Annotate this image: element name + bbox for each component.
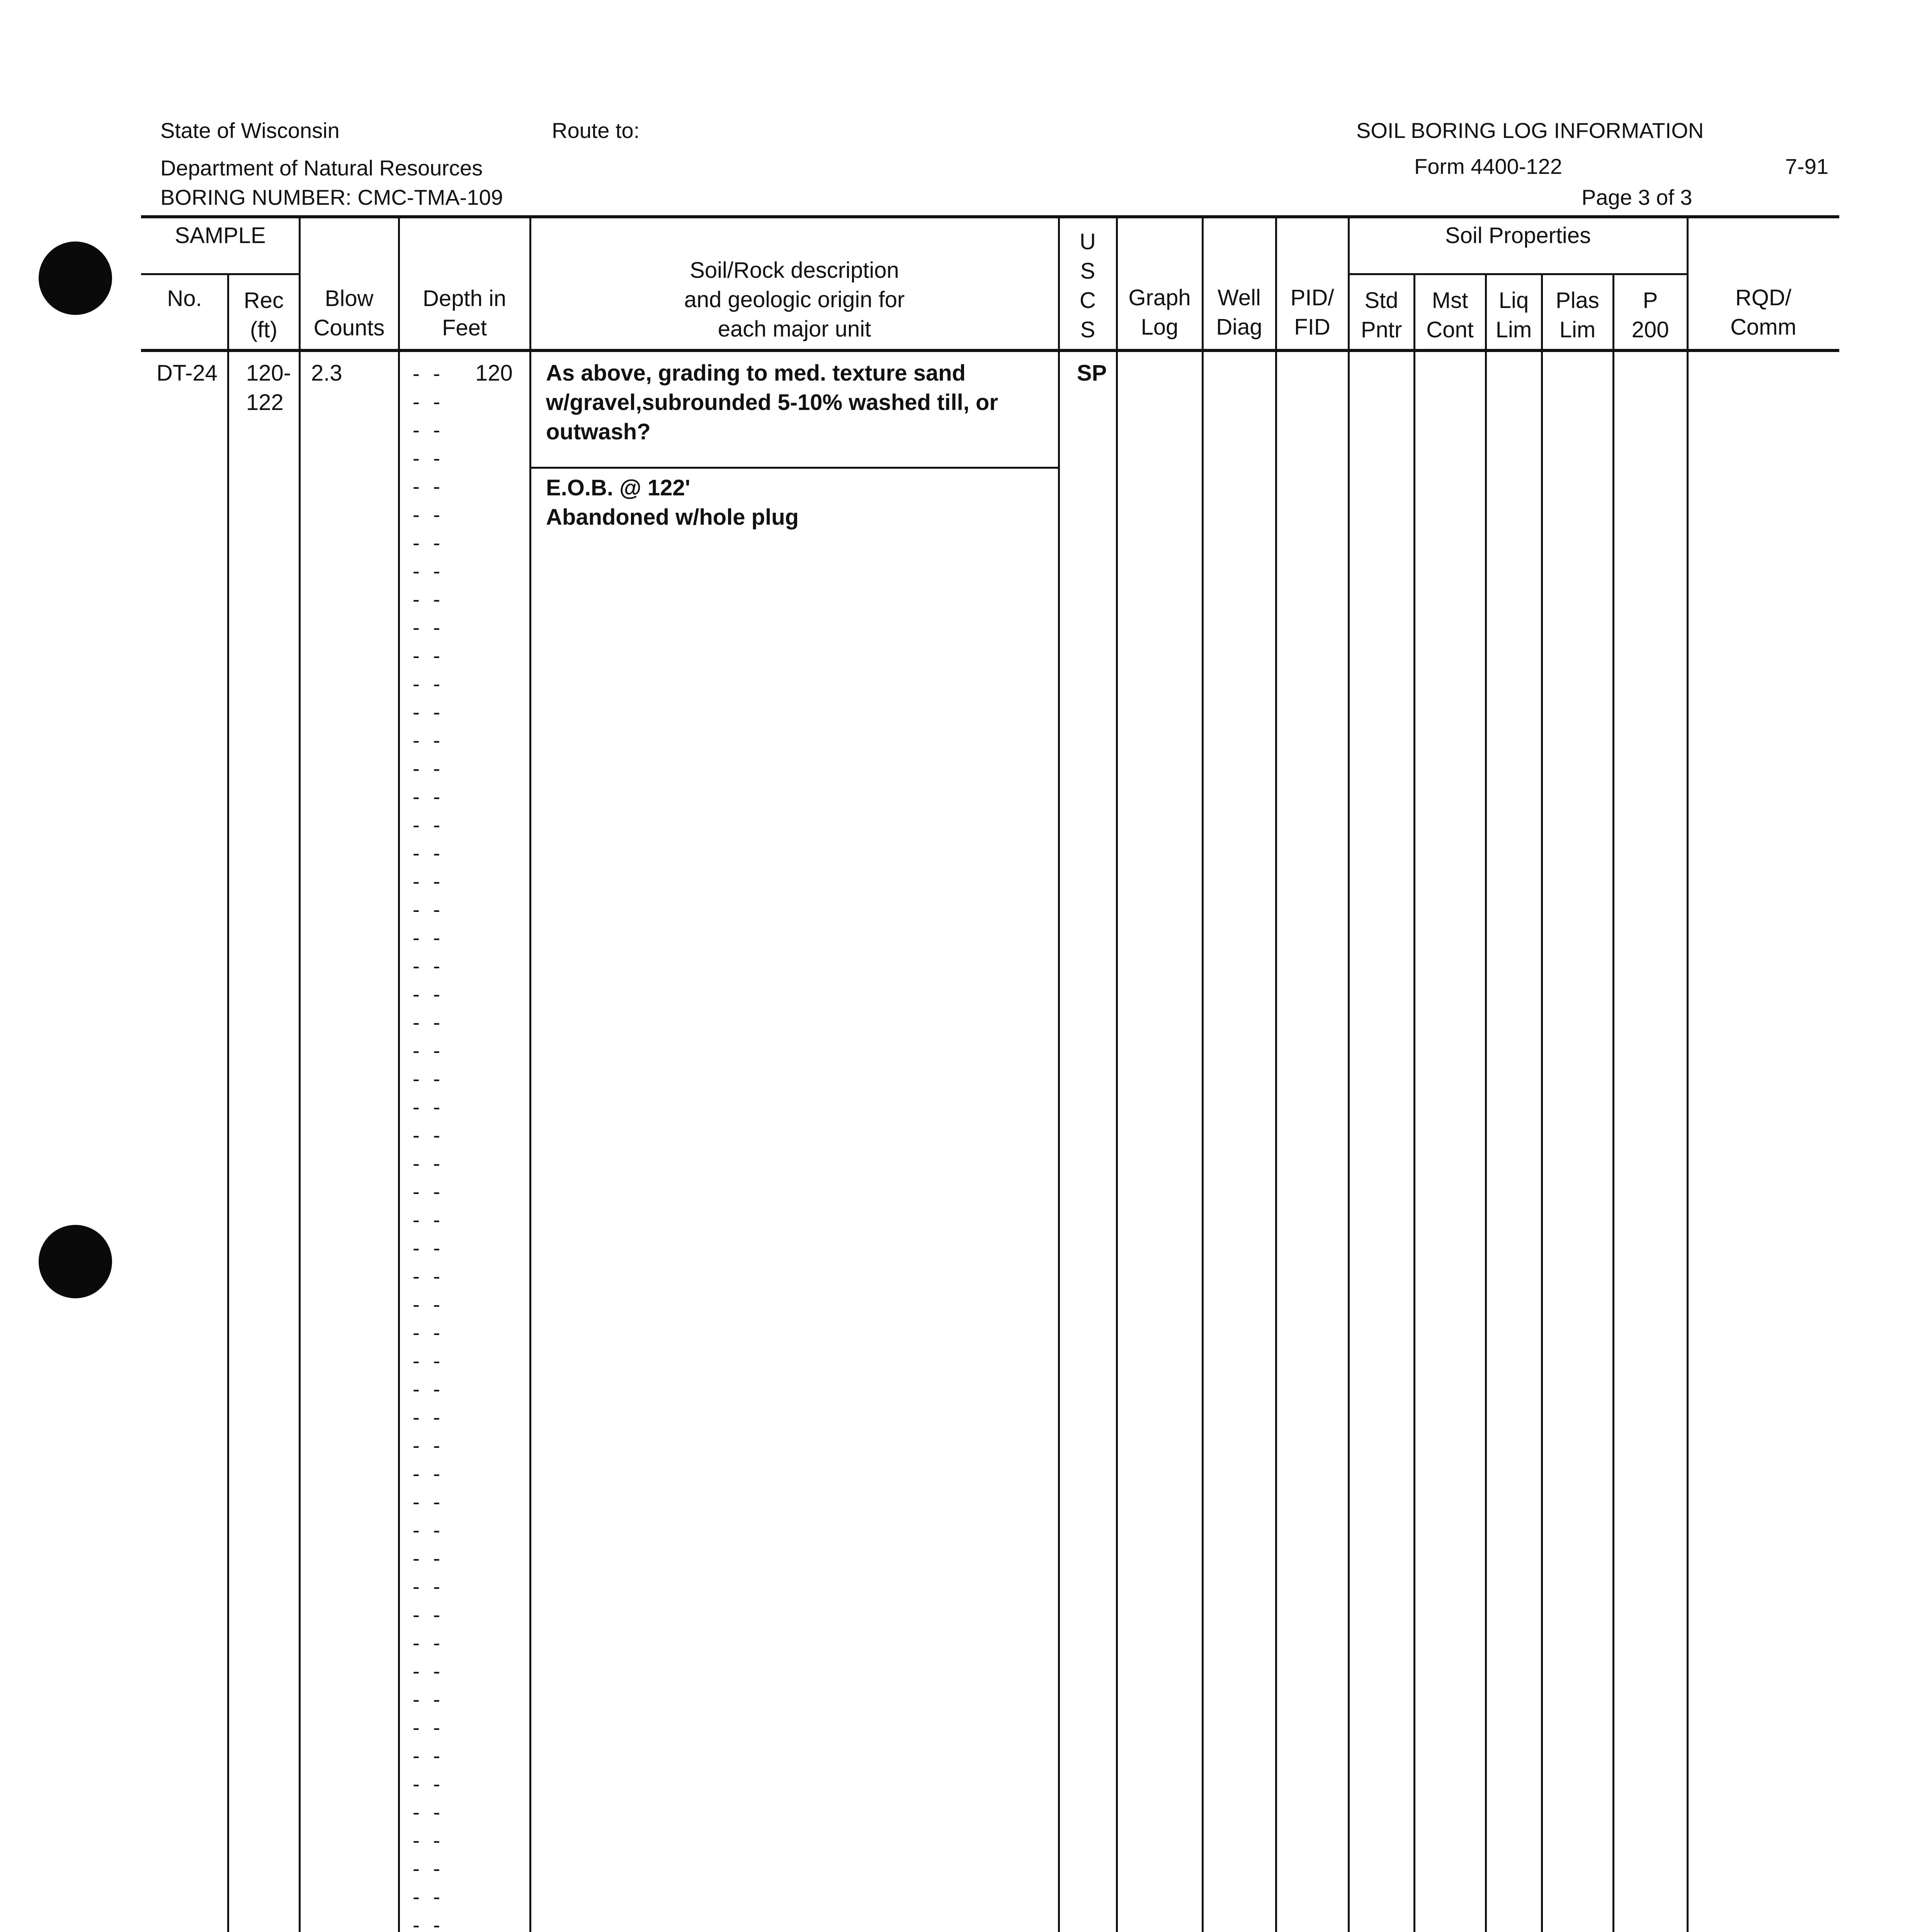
depth-tick: - - <box>413 1180 444 1203</box>
depth-tick: - - <box>413 1434 444 1457</box>
depth-tick: - - <box>413 1406 444 1429</box>
depth-tick: - - <box>413 1829 444 1852</box>
col-line-liq <box>1485 273 1487 1932</box>
depth-tick: - - <box>413 1660 444 1683</box>
depth-tick: - - <box>413 1603 444 1626</box>
depth-tick: - - <box>413 588 444 611</box>
blow-counts: 2.3 <box>311 361 342 386</box>
col-line-uscs <box>1058 215 1060 1932</box>
depth-tick: - - <box>413 1462 444 1485</box>
col-line-plas <box>1541 273 1543 1932</box>
depth-tick: - - <box>413 983 444 1006</box>
col-header-liq-lim: Liq Lim <box>1495 288 1532 342</box>
boring-number: BORING NUMBER: CMC-TMA-109 <box>160 185 503 209</box>
depth-tick: - - <box>413 1293 444 1316</box>
department-label: Department of Natural Resources <box>160 156 483 180</box>
header-bottom-border <box>141 349 1839 352</box>
col-line-rqd <box>1687 215 1689 1932</box>
col-header-description: Soil/Rock description and geologic origin for each major unit <box>684 258 905 342</box>
depth-tick: - - <box>413 870 444 893</box>
binder-hole-top <box>39 242 112 315</box>
depth-tick: - - <box>413 672 444 696</box>
depth-tick: - - <box>413 1208 444 1231</box>
depth-tick: - - <box>413 701 444 724</box>
col-line-depth <box>398 215 400 1932</box>
depth-tick: - - <box>413 842 444 865</box>
depth-tick: - - <box>413 785 444 808</box>
binder-hole-middle <box>39 1225 112 1298</box>
depth-tick: - - <box>413 616 444 639</box>
route-to-label: Route to: <box>552 118 640 143</box>
sample-recovery: 120- 122 <box>246 361 291 415</box>
col-header-rec: Rec (ft) <box>243 288 284 342</box>
depth-tick: - - <box>413 1631 444 1655</box>
depth-tick: - - <box>413 954 444 978</box>
col-header-pid-fid: PID/ FID <box>1290 285 1334 340</box>
col-line-rec <box>227 273 229 1932</box>
depth-tick: - - <box>413 1772 444 1796</box>
depth-tick: - - <box>413 813 444 837</box>
col-line-graph <box>1116 215 1118 1932</box>
col-header-sample: SAMPLE <box>175 223 266 248</box>
col-line-mst <box>1413 273 1415 1932</box>
depth-tick: - - <box>413 757 444 780</box>
depth-tick: - - <box>413 1011 444 1034</box>
depth-tick: - - <box>413 1349 444 1372</box>
depth-tick: - - <box>413 1265 444 1288</box>
col-line-desc <box>529 215 531 1932</box>
depth-tick: - - <box>413 644 444 667</box>
depth-tick: - - <box>413 1519 444 1542</box>
depth-tick: - - <box>413 1716 444 1739</box>
col-header-p200: P 200 <box>1631 288 1669 342</box>
depth-tick: - - <box>413 1124 444 1147</box>
depth-tick: - - <box>413 1885 444 1908</box>
form-title: SOIL BORING LOG INFORMATION <box>1356 118 1704 143</box>
depth-tick: - - <box>413 1039 444 1062</box>
col-header-uscs: U S C S <box>1080 229 1096 342</box>
depth-tick: - - <box>413 390 444 413</box>
col-header-graph-log: Graph Log <box>1128 285 1191 340</box>
col-line-std <box>1348 215 1350 1932</box>
sample-divider <box>141 273 299 275</box>
depth-tick: - - <box>413 1378 444 1401</box>
depth-tick: - - <box>413 729 444 752</box>
table-top-border <box>141 215 1839 218</box>
col-line-well <box>1202 215 1204 1932</box>
depth-tick: - - <box>413 1490 444 1514</box>
depth-start: 120 <box>475 361 513 386</box>
depth-tick: - - <box>413 560 444 583</box>
description-separator <box>530 467 1060 469</box>
sample-number: DT-24 <box>156 361 218 386</box>
depth-tick: - - <box>413 1152 444 1175</box>
col-header-plas-lim: Plas Lim <box>1556 288 1599 342</box>
soil-description: As above, grading to med. texture sand w/gravel,subrounded 5-10% washed till, or outwash? <box>546 361 998 444</box>
depth-tick: - - <box>413 1913 444 1932</box>
col-line-pid <box>1275 215 1277 1932</box>
depth-tick: - - <box>413 926 444 949</box>
depth-tick: - - <box>413 362 444 385</box>
end-of-boring-note: E.O.B. @ 122' Abandoned w/hole plug <box>546 475 799 530</box>
depth-tick: - - <box>413 1067 444 1090</box>
depth-tick: - - <box>413 1547 444 1570</box>
uscs-code: SP <box>1077 361 1107 386</box>
depth-tick: - - <box>413 531 444 554</box>
col-header-std-pntr: Std Pntr <box>1361 288 1402 342</box>
col-header-mst-cont: Mst Cont <box>1426 288 1474 342</box>
col-header-blow: Blow Counts <box>313 286 385 340</box>
col-header-soil-properties: Soil Properties <box>1445 223 1591 248</box>
page-indicator: Page 3 of 3 <box>1582 185 1692 209</box>
depth-tick: - - <box>413 1801 444 1824</box>
depth-tick: - - <box>413 447 444 470</box>
depth-tick: - - <box>413 503 444 526</box>
depth-tick: - - <box>413 1321 444 1344</box>
col-header-rqd-comm: RQD/ Comm <box>1730 285 1796 340</box>
col-header-well-diag: Well Diag <box>1216 285 1262 340</box>
depth-tick: - - <box>413 1575 444 1598</box>
col-line-blow <box>299 215 301 1932</box>
form-revision: 7-91 <box>1785 154 1829 179</box>
depth-tick: - - <box>413 1688 444 1711</box>
col-line-p200 <box>1612 273 1614 1932</box>
soil-properties-divider <box>1348 273 1688 275</box>
depth-tick: - - <box>413 1857 444 1880</box>
depth-tick: - - <box>413 475 444 498</box>
agency-label: State of Wisconsin <box>160 118 340 143</box>
depth-tick: - - <box>413 1236 444 1260</box>
form-number: Form 4400-122 <box>1414 154 1562 179</box>
depth-tick: - - <box>413 418 444 442</box>
depth-tick: - - <box>413 898 444 921</box>
depth-tick: - - <box>413 1744 444 1767</box>
depth-tick: - - <box>413 1095 444 1119</box>
col-header-no: No. <box>167 286 202 311</box>
col-header-depth: Depth in Feet <box>422 286 507 340</box>
